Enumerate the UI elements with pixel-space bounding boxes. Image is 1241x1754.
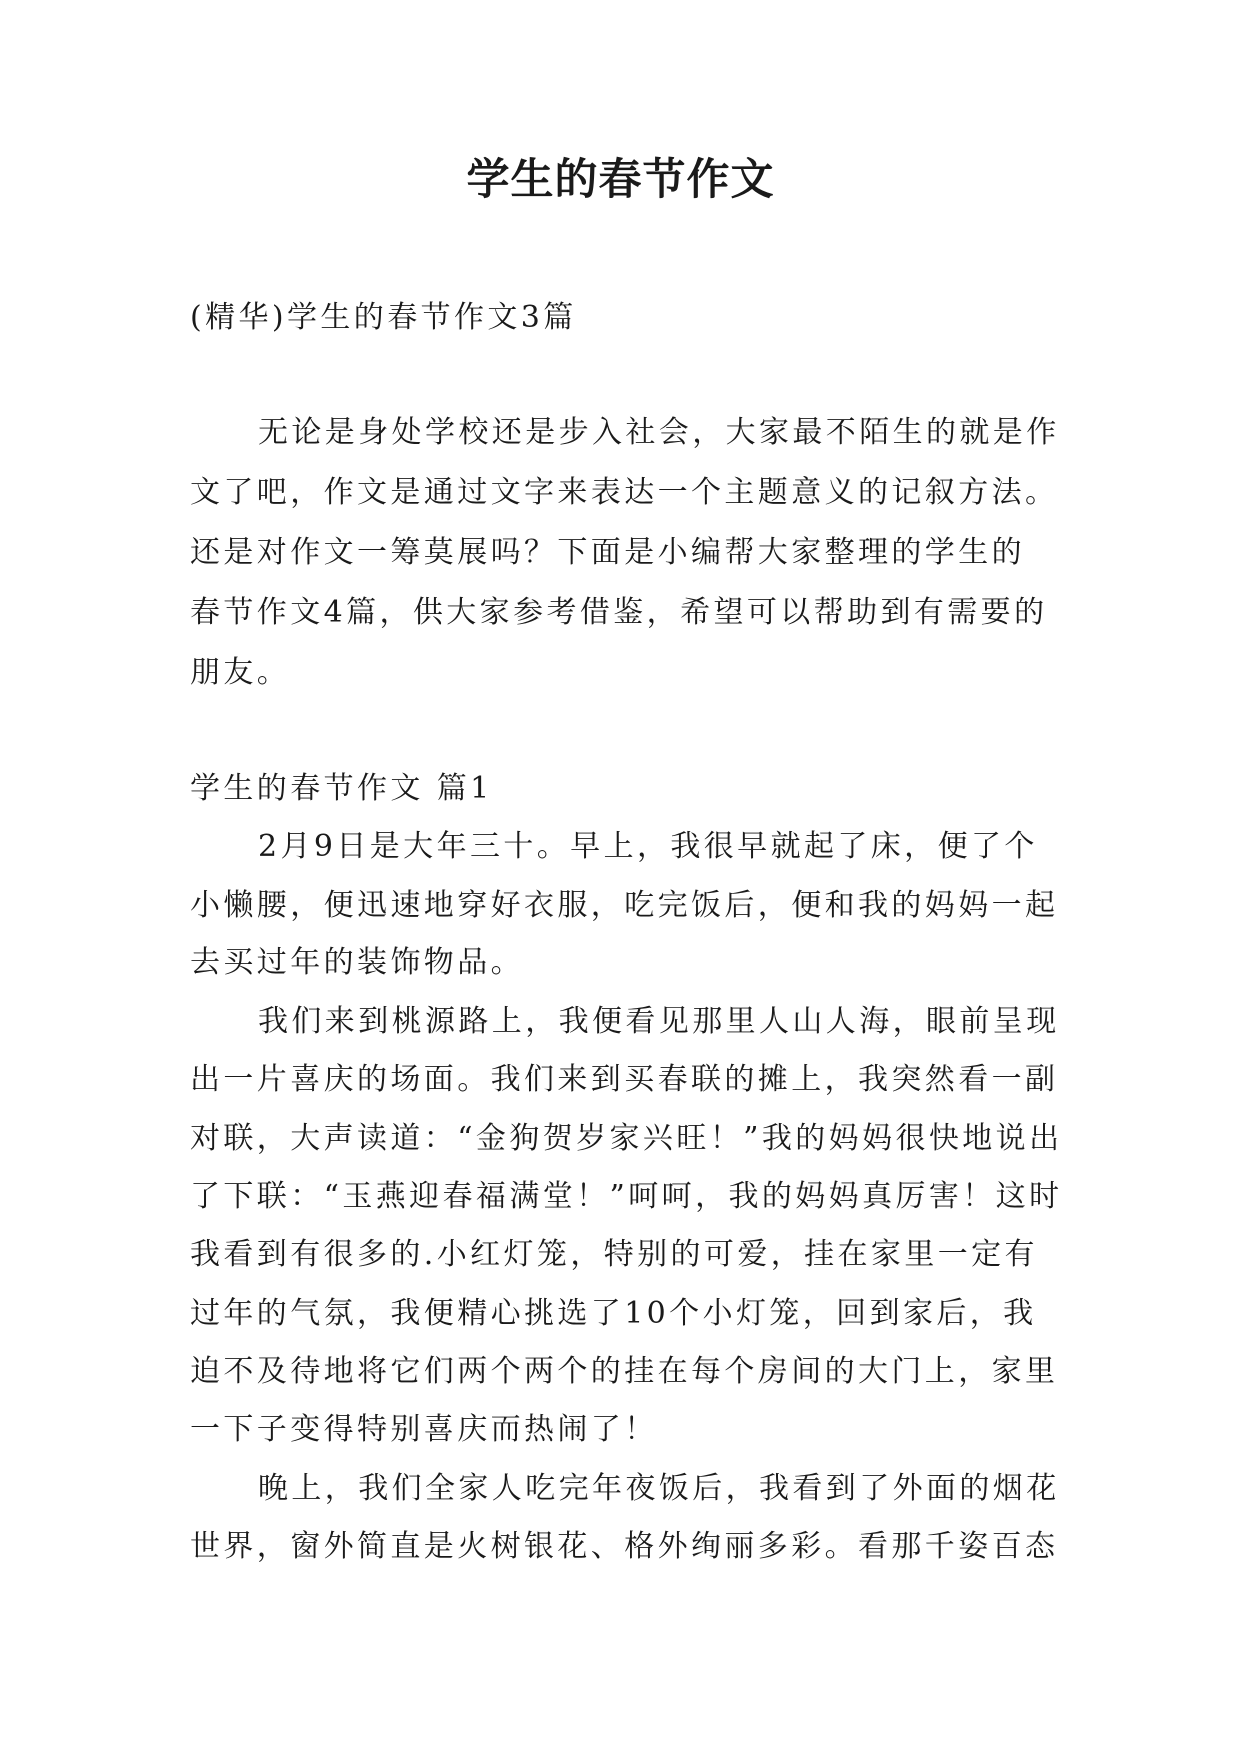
body-line: 晚上，我们全家人吃完年夜饭后，我看到了外面的烟花 [258,1471,1060,1506]
body-line: 小懒腰，便迅速地穿好衣服，吃完饭后，便和我的妈妈一起 [190,888,1059,923]
body-line: 去买过年的装饰物品。 [190,945,524,980]
body-line: 2月9日是大年三十。早上，我很早就起了床，便了个 [258,829,1038,864]
document-subtitle: (精华)学生的春节作文3篇 [190,300,577,335]
body-line: 我看到有很多的.小红灯笼，特别的可爱，挂在家里一定有 [190,1237,1038,1272]
body-line: 了下联：“玉燕迎春福满堂！”呵呵，我的妈妈真厉害！这时 [190,1179,1063,1214]
document-title: 学生的春节作文 [466,155,775,205]
section-heading: 学生的春节作文 篇1 [190,771,493,806]
body-line: 迫不及待地将它们两个两个的挂在每个房间的大门上，家里 [190,1354,1059,1389]
body-line: 世界，窗外简直是火树银花、格外绚丽多彩。看那千姿百态 [190,1529,1059,1564]
body-line: 出一片喜庆的场面。我们来到买春联的摊上，我突然看一副 [190,1062,1059,1097]
intro-line: 春节作文4篇，供大家参考借鉴，希望可以帮助到有需要的 [190,595,1048,630]
intro-line: 无论是身处学校还是步入社会，大家最不陌生的就是作 [258,415,1060,450]
intro-line: 朋友。 [190,655,291,690]
body-line: 过年的气氛，我便精心挑选了10个小灯笼，回到家后，我 [190,1296,1037,1331]
body-line: 一下子变得特别喜庆而热闹了！ [190,1412,658,1447]
body-line: 对联，大声读道：“金狗贺岁家兴旺！”我的妈妈很快地说出 [190,1121,1063,1156]
body-line: 我们来到桃源路上，我便看见那里人山人海，眼前呈现 [258,1004,1060,1039]
intro-line: 文了吧，作文是通过文字来表达一个主题意义的记叙方法。 [190,475,1059,510]
intro-line: 还是对作文一筹莫展吗？下面是小编帮大家整理的学生的 [190,535,1025,570]
